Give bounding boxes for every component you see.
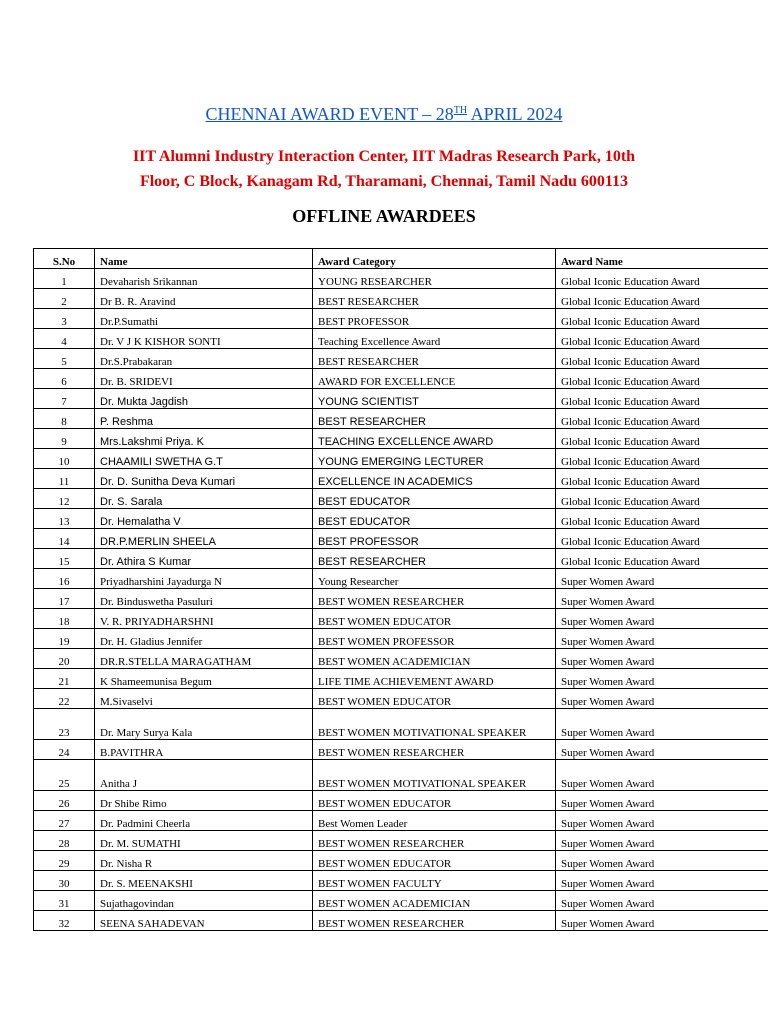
event-title-ordinal: TH: [453, 105, 468, 116]
cell-award-category: BEST WOMEN MOTIVATIONAL SPEAKER: [313, 760, 556, 791]
venue-line-2: Floor, C Block, Kanagam Rd, Tharamani, Chennai, Tamil Nadu 600113: [139, 173, 629, 190]
cell-name: K Shameemunisa Begum: [95, 669, 313, 689]
table-row: [34, 569, 768, 589]
cell-award-category: BEST WOMEN RESEARCHER: [313, 740, 556, 760]
cell-award-category: Young Researcher: [313, 569, 556, 589]
cell-sno: 17: [34, 589, 95, 609]
cell-award-name: Super Women Award: [556, 669, 768, 689]
table-row: [34, 289, 768, 309]
cell-name: CHAAMILI SWETHA G.T: [95, 449, 313, 469]
cell-award-name: Super Women Award: [556, 891, 768, 911]
cell-sno: 6: [34, 369, 95, 389]
table-row: [34, 309, 768, 329]
cell-name: DR.R.STELLA MARAGATHAM: [95, 649, 313, 669]
table-row: [34, 349, 768, 369]
cell-sno: 21: [34, 669, 95, 689]
table-row: [34, 891, 768, 911]
table-row: [34, 449, 768, 469]
cell-award-category: BEST WOMEN RESEARCHER: [313, 831, 556, 851]
table-row: [34, 831, 768, 851]
table-row: [34, 851, 768, 871]
cell-name: Dr. H. Gladius Jennifer: [95, 629, 313, 649]
cell-name: Dr. V J K KISHOR SONTI: [95, 329, 313, 349]
cell-sno: 19: [34, 629, 95, 649]
cell-sno: 15: [34, 549, 95, 569]
cell-award-category: YOUNG EMERGING LECTURER: [313, 449, 556, 469]
cell-sno: 2: [34, 289, 95, 309]
column-header-award: Award Name: [556, 249, 768, 269]
cell-award-category: BEST WOMEN FACULTY: [313, 871, 556, 891]
event-title: [0, 104, 768, 125]
cell-sno: 5: [34, 349, 95, 369]
cell-name: Dr.P.Sumathi: [95, 309, 313, 329]
cell-award-category: AWARD FOR EXCELLENCE: [313, 369, 556, 389]
cell-award-category: YOUNG SCIENTIST: [313, 389, 556, 409]
table-row: [34, 649, 768, 669]
cell-award-name: Global Iconic Education Award: [556, 509, 768, 529]
table-row: [34, 760, 768, 791]
table-header-row: [34, 249, 768, 269]
cell-name: Dr. Binduswetha Pasuluri: [95, 589, 313, 609]
table-row: [34, 389, 768, 409]
cell-name: DR.P.MERLIN SHEELA: [95, 529, 313, 549]
cell-name: SEENA SAHADEVAN: [95, 911, 313, 931]
table-row: [34, 469, 768, 489]
cell-name: Dr.S.Prabakaran: [95, 349, 313, 369]
cell-name: Mrs.Lakshmi Priya. K: [95, 429, 313, 449]
cell-sno: 10: [34, 449, 95, 469]
table-row: [34, 509, 768, 529]
cell-sno: 31: [34, 891, 95, 911]
cell-award-name: Super Women Award: [556, 760, 768, 791]
cell-award-name: Global Iconic Education Award: [556, 369, 768, 389]
table-row: [34, 669, 768, 689]
cell-award-name: Super Women Award: [556, 629, 768, 649]
cell-name: Anitha J: [95, 760, 313, 791]
cell-award-name: Super Women Award: [556, 649, 768, 669]
cell-award-category: LIFE TIME ACHIEVEMENT AWARD: [313, 669, 556, 689]
awardees-table-body: [34, 269, 768, 931]
venue-line-1: IIT Alumni Industry Interaction Center, IIT Madras Research Park, 10th: [132, 148, 636, 165]
cell-name: Dr. Padmini Cheerla: [95, 811, 313, 831]
cell-sno: 28: [34, 831, 95, 851]
cell-award-name: Global Iconic Education Award: [556, 409, 768, 429]
cell-award-category: BEST EDUCATOR: [313, 509, 556, 529]
table-row: [34, 549, 768, 569]
cell-award-name: Global Iconic Education Award: [556, 489, 768, 509]
cell-award-name: Super Women Award: [556, 740, 768, 760]
cell-name: Dr Shibe Rimo: [95, 791, 313, 811]
cell-sno: 25: [34, 760, 95, 791]
event-title-tail: APRIL 2024: [467, 104, 563, 124]
cell-award-category: BEST RESEARCHER: [313, 409, 556, 429]
cell-award-name: Super Women Award: [556, 811, 768, 831]
cell-name: Dr. S. Sarala: [95, 489, 313, 509]
awardees-table: [33, 248, 768, 931]
cell-name: Dr B. R. Aravind: [95, 289, 313, 309]
cell-award-category: BEST WOMEN RESEARCHER: [313, 589, 556, 609]
cell-name: Dr. Mukta Jagdish: [95, 389, 313, 409]
cell-award-name: Super Women Award: [556, 871, 768, 891]
cell-award-name: Super Women Award: [556, 689, 768, 709]
cell-award-name: Global Iconic Education Award: [556, 389, 768, 409]
cell-sno: 32: [34, 911, 95, 931]
cell-award-category: BEST PROFESSOR: [313, 529, 556, 549]
cell-award-category: BEST WOMEN MOTIVATIONAL SPEAKER: [313, 709, 556, 740]
table-row: [34, 369, 768, 389]
cell-award-name: Global Iconic Education Award: [556, 469, 768, 489]
cell-name: B.PAVITHRA: [95, 740, 313, 760]
table-row: [34, 409, 768, 429]
cell-award-name: Super Women Award: [556, 791, 768, 811]
cell-sno: 23: [34, 709, 95, 740]
column-header-sno: S.No: [34, 249, 95, 269]
event-title-main: CHENNAI AWARD EVENT – 28: [205, 104, 454, 124]
cell-sno: 9: [34, 429, 95, 449]
cell-sno: 24: [34, 740, 95, 760]
section-title: OFFLINE AWARDEES: [292, 206, 476, 226]
cell-name: M.Sivaselvi: [95, 689, 313, 709]
cell-award-category: Teaching Excellence Award: [313, 329, 556, 349]
table-row: [34, 811, 768, 831]
cell-award-name: Super Women Award: [556, 709, 768, 740]
table-row: [34, 871, 768, 891]
cell-award-category: EXCELLENCE IN ACADEMICS: [313, 469, 556, 489]
cell-award-name: Super Women Award: [556, 851, 768, 871]
table-row: [34, 911, 768, 931]
cell-award-category: BEST WOMEN EDUCATOR: [313, 609, 556, 629]
cell-award-name: Global Iconic Education Award: [556, 429, 768, 449]
cell-sno: 18: [34, 609, 95, 629]
cell-award-category: YOUNG RESEARCHER: [313, 269, 556, 289]
cell-award-category: BEST WOMEN RESEARCHER: [313, 911, 556, 931]
cell-sno: 16: [34, 569, 95, 589]
cell-award-name: Super Women Award: [556, 569, 768, 589]
cell-name: Dr. B. SRIDEVI: [95, 369, 313, 389]
cell-name: Dr. S. MEENAKSHI: [95, 871, 313, 891]
table-row: [34, 589, 768, 609]
cell-sno: 20: [34, 649, 95, 669]
cell-award-category: BEST WOMEN ACADEMICIAN: [313, 649, 556, 669]
table-row: [34, 489, 768, 509]
table-row: [34, 689, 768, 709]
column-header-category: Award Category: [313, 249, 556, 269]
table-row: [34, 529, 768, 549]
cell-sno: 26: [34, 791, 95, 811]
cell-sno: 8: [34, 409, 95, 429]
cell-name: Devaharish Srikannan: [95, 269, 313, 289]
cell-award-category: BEST WOMEN EDUCATOR: [313, 689, 556, 709]
cell-award-name: Global Iconic Education Award: [556, 549, 768, 569]
cell-award-name: Super Women Award: [556, 589, 768, 609]
cell-name: Sujathagovindan: [95, 891, 313, 911]
table-row: [34, 269, 768, 289]
cell-award-name: Global Iconic Education Award: [556, 529, 768, 549]
cell-award-name: Global Iconic Education Award: [556, 309, 768, 329]
cell-name: Priyadharshini Jayadurga N: [95, 569, 313, 589]
cell-award-name: Global Iconic Education Award: [556, 449, 768, 469]
column-header-name: Name: [95, 249, 313, 269]
cell-sno: 13: [34, 509, 95, 529]
cell-award-category: BEST RESEARCHER: [313, 349, 556, 369]
cell-name: V. R. PRIYADHARSHNI: [95, 609, 313, 629]
cell-sno: 29: [34, 851, 95, 871]
cell-name: P. Reshma: [95, 409, 313, 429]
table-row: [34, 740, 768, 760]
table-row: [34, 429, 768, 449]
cell-award-category: BEST EDUCATOR: [313, 489, 556, 509]
cell-name: Dr. D. Sunitha Deva Kumari: [95, 469, 313, 489]
cell-award-category: BEST WOMEN ACADEMICIAN: [313, 891, 556, 911]
cell-sno: 11: [34, 469, 95, 489]
cell-award-name: Super Women Award: [556, 609, 768, 629]
table-row: [34, 629, 768, 649]
cell-sno: 14: [34, 529, 95, 549]
cell-award-category: BEST WOMEN PROFESSOR: [313, 629, 556, 649]
table-row: [34, 609, 768, 629]
cell-award-category: BEST RESEARCHER: [313, 549, 556, 569]
cell-sno: 22: [34, 689, 95, 709]
cell-sno: 12: [34, 489, 95, 509]
table-row: [34, 329, 768, 349]
cell-award-category: TEACHING EXCELLENCE AWARD: [313, 429, 556, 449]
cell-award-category: BEST PROFESSOR: [313, 309, 556, 329]
cell-award-category: Best Women Leader: [313, 811, 556, 831]
cell-name: Dr. Nisha R: [95, 851, 313, 871]
cell-award-category: BEST RESEARCHER: [313, 289, 556, 309]
cell-award-name: Global Iconic Education Award: [556, 349, 768, 369]
cell-sno: 27: [34, 811, 95, 831]
cell-award-name: Global Iconic Education Award: [556, 329, 768, 349]
table-row: [34, 791, 768, 811]
cell-award-name: Global Iconic Education Award: [556, 269, 768, 289]
cell-award-category: BEST WOMEN EDUCATOR: [313, 791, 556, 811]
table-row: [34, 709, 768, 740]
cell-award-category: BEST WOMEN EDUCATOR: [313, 851, 556, 871]
cell-sno: 3: [34, 309, 95, 329]
cell-sno: 4: [34, 329, 95, 349]
cell-name: Dr. Hemalatha V: [95, 509, 313, 529]
cell-sno: 7: [34, 389, 95, 409]
cell-award-name: Global Iconic Education Award: [556, 289, 768, 309]
cell-award-name: Super Women Award: [556, 911, 768, 931]
cell-sno: 1: [34, 269, 95, 289]
cell-name: Dr. M. SUMATHI: [95, 831, 313, 851]
cell-award-name: Super Women Award: [556, 831, 768, 851]
venue-address: [0, 144, 768, 194]
cell-name: Dr. Athira S Kumar: [95, 549, 313, 569]
cell-name: Dr. Mary Surya Kala: [95, 709, 313, 740]
cell-sno: 30: [34, 871, 95, 891]
